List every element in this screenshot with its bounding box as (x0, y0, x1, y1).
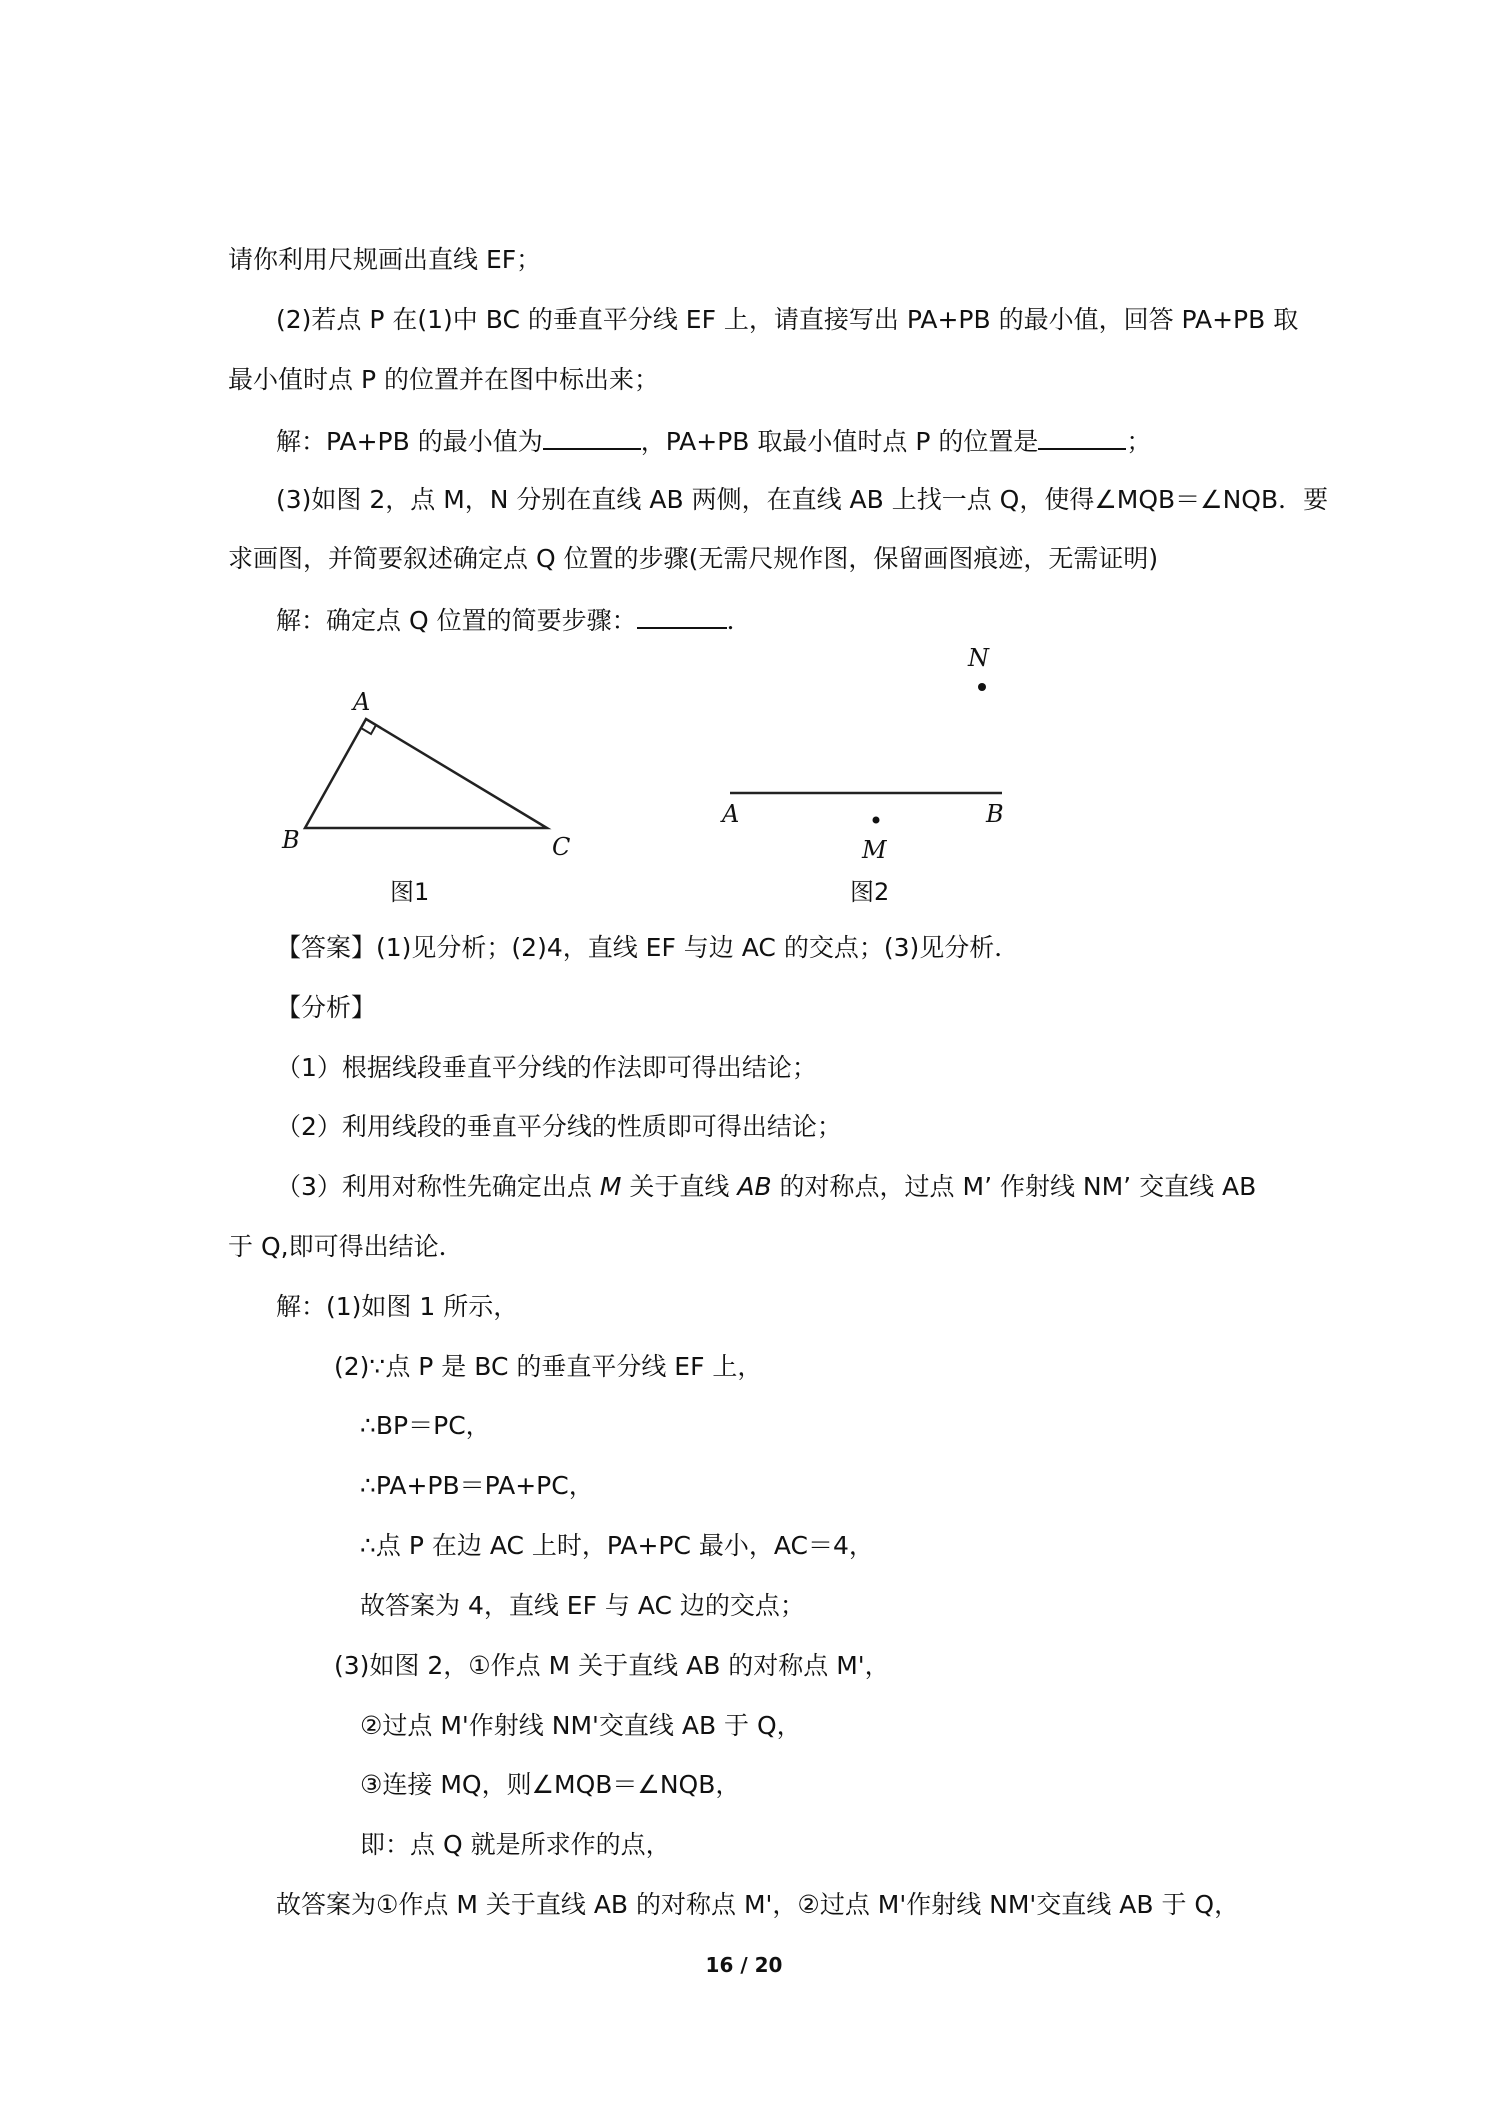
point-n (978, 683, 986, 691)
solution-6: 故答案为 4，直线 EF 与 AC 边的交点； (360, 1591, 805, 1620)
solution-9: ③连接 MQ，则∠MQB＝∠NQB， (360, 1770, 741, 1799)
solution-1: 解：(1)如图 1 所示， (276, 1292, 519, 1321)
solution-11: 故答案为①作点 M 关于直线 AB 的对称点 M'，②过点 M'作射线 NM'交直线 AB 于 Q， (276, 1890, 1240, 1919)
solution-5: ∴点 P 在边 AC 上时，PA+PC 最小，AC＝4， (360, 1531, 874, 1560)
answer-2-end: ； (1126, 427, 1152, 456)
answer-line: 【答案】(1)见分析；(2)4，直线 EF 与边 AC 的交点；(3)见分析． (276, 933, 1020, 962)
answer-3-prefix: 解：确定点 Q 位置的简要步骤： (276, 606, 637, 635)
point-m (873, 817, 880, 824)
figure-2-label-n: N (968, 644, 989, 672)
analysis-p3-c: 的对称点，过点 M’ 作射线 NM’ 交直线 AB (771, 1172, 1257, 1201)
answer-2-middle: ，PA+PB 取最小值时点 P 的位置是 (640, 427, 1039, 456)
figure-2-label-b: B (986, 800, 1004, 828)
solution-7: (3)如图 2，①作点 M 关于直线 AB 的对称点 M'， (334, 1651, 890, 1680)
figure-1-caption: 图1 (390, 878, 430, 906)
figure-1-label-c: C (552, 833, 571, 861)
question-2-line-1: (2)若点 P 在(1)中 BC 的垂直平分线 EF 上，请直接写出 PA+PB 的最小值，回答 PA+PB 取 (276, 305, 1299, 334)
solution-3: ∴BP＝PC， (360, 1411, 491, 1440)
analysis-heading: 【分析】 (276, 993, 377, 1022)
analysis-p3-b: 关于直线 (621, 1172, 738, 1201)
question-2-line-2: 最小值时点 P 的位置并在图中标出来； (228, 365, 659, 394)
analysis-point-3-cont: 于 Q,即可得出结论． (228, 1232, 464, 1261)
question-3-line-1: (3)如图 2，点 M，N 分别在直线 AB 两侧，在直线 AB 上找一点 Q，使得∠MQB＝∠NQB．要 (276, 485, 1329, 514)
line-diagram (700, 640, 1020, 910)
analysis-point-1: （1）根据线段垂直平分线的作法即可得出结论； (276, 1053, 817, 1082)
page-number: 16 / 20 (705, 1953, 783, 1977)
figure-2-label-m: M (862, 836, 887, 864)
figure-2-caption: 图2 (850, 878, 890, 906)
answer-3-line (276, 603, 752, 637)
figure-2 (700, 640, 1020, 910)
answer-3-end: ． (726, 606, 752, 635)
analysis-point-3 (276, 1171, 1256, 1203)
question-line-1: 请你利用尺规画出直线 EF； (228, 245, 542, 274)
analysis-p3-m: M (599, 1172, 622, 1201)
figure-1-label-a: A (353, 688, 371, 716)
triangle-diagram (270, 680, 600, 910)
solution-2: (2)∵点 P 是 BC 的垂直平分线 EF 上， (334, 1352, 763, 1381)
analysis-p3-ab: AB (737, 1172, 772, 1201)
triangle-abc (305, 719, 547, 828)
answer-2-line (276, 424, 1151, 458)
figure-1-label-b: B (282, 826, 300, 854)
question-3-line-2: 求画图，并简要叙述确定点 Q 位置的步骤(无需尺规作图，保留画图痕迹，无需证明) (228, 544, 1159, 573)
analysis-point-2: （2）利用线段的垂直平分线的性质即可得出结论； (276, 1112, 842, 1141)
solution-8: ②过点 M'作射线 NM'交直线 AB 于 Q， (360, 1711, 802, 1740)
solution-10: 即：点 Q 就是所求作的点， (360, 1830, 671, 1859)
solution-4: ∴PA+PB＝PA+PC， (360, 1471, 594, 1500)
analysis-p3-a: （3）利用对称性先确定出点 (276, 1172, 600, 1201)
answer-blank-1 (543, 424, 641, 450)
answer-2-prefix: 解：PA+PB 的最小值为 (276, 427, 543, 456)
figure-2-label-a: A (722, 800, 740, 828)
answer-blank-2 (1038, 424, 1126, 450)
answer-blank-3 (637, 603, 727, 629)
figure-1 (270, 680, 600, 910)
